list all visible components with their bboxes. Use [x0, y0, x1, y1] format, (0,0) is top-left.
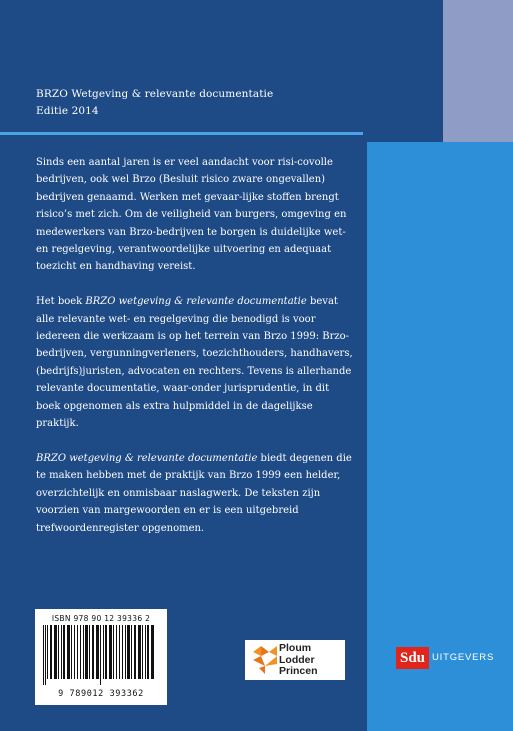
blurb [36, 154, 354, 537]
barcode-bar [125, 625, 126, 679]
barcode-bar [50, 625, 52, 679]
barcode-bar [67, 625, 70, 679]
barcode-bar [151, 625, 154, 679]
barcode-bar [43, 625, 44, 685]
barcode-bar [103, 625, 104, 679]
barcode-bars [43, 625, 159, 685]
barcode-bar [119, 625, 120, 679]
barcode-bar [142, 625, 143, 679]
accent-color-block [367, 142, 513, 731]
book-edition: Editie 2014 [36, 105, 99, 117]
isbn-label: ISBN 978 90 12 39336 2 [51, 614, 151, 623]
barcode-bar [89, 625, 90, 679]
barcode-number: 9 789012 393362 [58, 689, 144, 699]
sdu-mark: Sdu [396, 647, 429, 669]
isbn-barcode [35, 609, 167, 705]
barcode-bar [54, 625, 57, 679]
barcode-bar [45, 625, 46, 685]
barcode-bar [58, 625, 59, 679]
barcode-bar [116, 625, 117, 679]
cover-header [36, 86, 273, 120]
barcode-bar [80, 625, 81, 679]
barcode-bar [85, 625, 88, 679]
barcode-bar [77, 625, 78, 679]
barcode-bar [96, 625, 99, 679]
barcode-bar [47, 625, 48, 679]
barcode-bar [71, 625, 72, 679]
barcode-bar [105, 625, 107, 679]
barcode-bar [83, 625, 84, 679]
barcode-bar [134, 625, 136, 679]
barcode-bar [127, 625, 130, 679]
barcode-bar [100, 625, 101, 685]
book-title-italic: BRZO wetgeving & relevante documentatie [85, 296, 307, 308]
barcode-bar [61, 625, 62, 679]
barcode-bar [113, 625, 114, 679]
barcode-bar [92, 625, 94, 679]
barcode-bar [147, 625, 149, 679]
barcode-bar [138, 625, 141, 679]
barcode-bar [74, 625, 75, 679]
barcode-bar [131, 625, 132, 679]
plp-emblem-icon [253, 646, 277, 674]
ploum-lodder-princen-logo [245, 640, 345, 680]
book-title: BRZO Wetgeving & relevante documentatie [36, 88, 274, 100]
book-title-italic: BRZO wetgeving & relevante documentatie [36, 452, 258, 464]
blurb-paragraph-1: Sinds een aantal jaren is er veel aandacht voor risi-covolle bedrijven, ook wel Brzo (Besluit risico zware ongevallen) bedrijven genaamd. Werken met gevaar-lijke stoffen brengt risico’s met zich. Om de veiligheid van burgers, omgeving en medewerkers van Brzo-bedrijven te borgen is duidelijke wet- en regelgeving, verantwoordelijke uitvoering en adequaat toezicht en handhaving vereist. [36, 157, 347, 273]
sdu-wordmark: UITGEVERS [432, 652, 495, 663]
plp-wordmark: Ploum Lodder Princen [279, 642, 318, 677]
barcode-bar [109, 625, 112, 679]
blurb-paragraph-2: Het boek BRZO wetgeving & relevante documentatie bevat alle relevante wet- en regelgeving die benodigd is voor iedereen die werkzaam is op het terrein van Brzo 1999: Brzo-bedrijven, vergunningverleners, toezichthouders, handhavers, (bedrijfs)juristen, advocaten en rechters. Tevens is allerhande relevante documentatie, waar-onder jurisprudentie, in dit boek opgenomen als extra hulpmiddel in de dagelijkse praktijk. [36, 296, 353, 430]
barcode-bar [145, 625, 146, 679]
barcode-bar [63, 625, 65, 679]
header-divider [0, 132, 363, 135]
barcode-bar [122, 625, 123, 679]
blurb-paragraph-3: BRZO wetgeving & relevante documentatie biedt degenen die te maken hebben met de praktijk van Brzo 1999 een helder, overzichtelijk en onmisbaar naslagwerk. De teksten zijn voorzien van margewoorden en er is een uitgebreid trefwoordenregister opgenomen. [36, 452, 352, 534]
